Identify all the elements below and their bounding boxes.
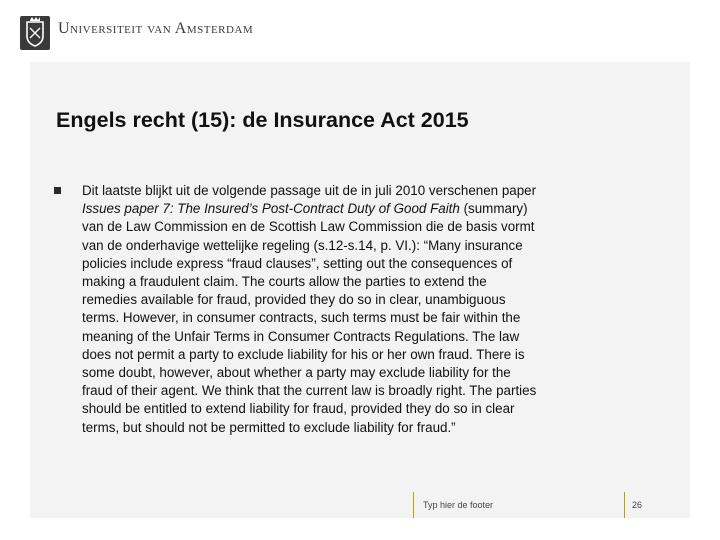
square-bullet-icon: [54, 187, 61, 194]
uva-crest-icon: [20, 16, 50, 50]
paper-title-suffix: (summary): [459, 201, 528, 217]
footer-text[interactable]: Typ hier de footer: [423, 500, 494, 510]
content-panel: [30, 62, 690, 518]
university-logo-text: Universiteit van Amsterdam: [58, 20, 254, 37]
body-line: fraud of their agent. We think that the current law is broadly right. The parties: [82, 383, 537, 399]
body-line: van de onderhavige wettelijke regeling (s.12-s.14, p. VI.): “Many insurance: [82, 237, 523, 253]
body-line: terms, but should not be permitted to exclude liability for fraud.”: [82, 419, 456, 435]
body-line: policies include express “fraud clauses”, setting out the consequences of: [82, 255, 513, 271]
paper-title: Issues paper 7: The Insured’s Post-Contract Duty of Good Faith: [82, 201, 460, 217]
body-line: does not permit a party to exclude liability for his or her own fraud. There is: [82, 346, 525, 362]
body-line: Dit laatste blijkt uit de volgende passage uit de in juli 2010 verschenen paper: [82, 183, 537, 198]
body-line: van de Law Commission en de Scottish Law Commission die de basis vormt: [82, 219, 535, 235]
body-line: making a fraudulent claim. The courts allow the parties to extend the: [82, 274, 487, 290]
header: [0, 0, 720, 62]
body-line: should be entitled to extend liability for fraud, provided they do so in clear: [82, 401, 515, 417]
body-line: some doubt, however, about whether a party may exclude liability for the: [82, 365, 511, 381]
footer-divider-right: [624, 492, 625, 518]
body-line: remedies available for fraud, provided they do so in clear, unambiguous: [82, 292, 506, 308]
body-line: [82, 200, 662, 218]
page-number: 26: [632, 500, 643, 510]
body-line: terms. However, in consumer contracts, such terms must be fair within the: [82, 310, 521, 326]
slide-title: Engels recht (15): de Insurance Act 2015: [56, 108, 469, 132]
bullet-text: [82, 182, 662, 437]
body-line: meaning of the Unfair Terms in Consumer Contracts Regulations. The law: [82, 328, 520, 344]
footer-divider-left: [413, 492, 414, 518]
